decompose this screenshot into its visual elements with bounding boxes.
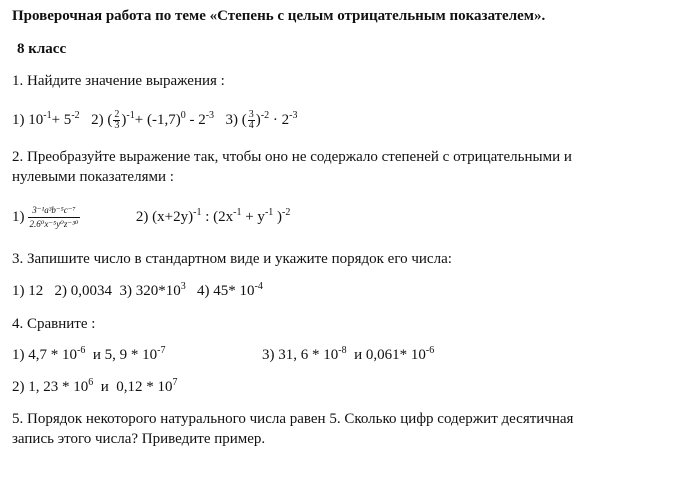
t3-exp2: -4 (254, 281, 263, 292)
task4-row1 (12, 346, 165, 364)
t4-r2-b: и 0,12 * 10 (93, 379, 173, 395)
t1-b-close: ) (121, 111, 127, 128)
task4-heading: 4. Сравните : (12, 316, 96, 332)
task1-expressions (12, 110, 297, 131)
t1-a: 1) 10 (12, 111, 44, 128)
t2-p2-exp4: -2 (282, 207, 291, 218)
t1-b-mid2: - 2 (185, 111, 206, 128)
page-title: Проверочная работа по теме «Степень с целым отрицательным показателем». (12, 8, 546, 24)
t2-p1-fraction (28, 204, 81, 231)
t4-r2-exp2: 7 (172, 377, 178, 388)
task5-line1: 5. Порядок некоторого натурального числа равен 5. Сколько цифр содержит десятичная (12, 411, 574, 427)
t1-c-numerator: 3 (248, 109, 254, 120)
t4-r1-d: и 0,061* 10 (346, 347, 426, 363)
task4-row1-right (262, 346, 434, 364)
t4-r1-exp2: -7 (157, 345, 166, 356)
t4-r1-b: и 5, 9 * 10 (85, 347, 158, 363)
t1-b-fraction (113, 110, 120, 131)
t2-p2-mid2: + y (241, 209, 265, 225)
task2-heading-line2: нулевыми показателями : (12, 169, 174, 185)
t1-a-exp1: -1 (43, 109, 52, 121)
t2-p2-exp3: -1 (264, 207, 274, 218)
t1-a-exp2: -2 (71, 109, 80, 121)
t2-p2-mid: : (2x (201, 209, 234, 225)
task3-heading: 3. Запишите число в стандартном виде и укажите порядок его числа: (12, 251, 452, 267)
t3-exp1: 3 (180, 281, 186, 292)
t1-c-exp1: -2 (260, 109, 270, 121)
t2-p2-exp1: -1 (193, 207, 202, 218)
task1-heading: 1. Найдите значение выражения : (12, 73, 225, 89)
t1-c-denominator: 4 (248, 120, 254, 131)
t2-p2: 2) (x+2y) (135, 209, 194, 225)
task5-line2: запись этого числа? Приведите пример. (12, 431, 266, 447)
grade-label: 8 класс (17, 41, 67, 57)
task2-heading-line1: 2. Преобразуйте выражение так, чтобы оно не содержало степеней с отрицательными и (12, 149, 572, 165)
task2-expressions (12, 200, 290, 234)
t2-p2-close: ) (273, 209, 283, 225)
t1-b-exp3: -3 (205, 109, 215, 121)
t2-p1-numerator: 3⁻¹a³b⁻⁵c⁻⁷ (28, 204, 81, 218)
t4-r1-c: 3) 31, 6 * 10 (262, 347, 339, 363)
t2-p2-exp2: -1 (233, 207, 242, 218)
task3-numbers (12, 282, 263, 300)
t1-c-mid: · 2 (269, 111, 290, 128)
t4-r2-a: 2) 1, 23 * 10 (12, 379, 89, 395)
t1-c: 3) ( (225, 111, 247, 128)
t2-p1-denominator: 2.6⁰x⁻⁵y⁰z⁻³⁰ (29, 219, 79, 230)
t4-r1-exp4: -6 (425, 345, 435, 356)
t4-r1-exp3: -8 (338, 345, 347, 356)
t1-b-exp1: -1 (126, 109, 135, 121)
t2-p1-label: 1) (12, 209, 25, 225)
t1-c-exp2: -3 (289, 109, 298, 121)
t1-c-close: ) (255, 111, 261, 128)
t4-r1-a: 1) 4,7 * 10 (12, 347, 77, 363)
t1-c-fraction (248, 110, 255, 131)
t4-r1-exp1: -6 (77, 345, 86, 356)
t3-part-a: 1) 12 2) 0,0034 3) 320*10 (12, 283, 181, 299)
t1-b-numerator: 2 (114, 109, 120, 120)
t1-b-denominator: 3 (114, 120, 120, 131)
t3-part-b: 4) 45* 10 (185, 283, 255, 299)
t1-b-exp2: 0 (180, 109, 186, 121)
task4-row2 (12, 378, 178, 396)
t1-b-mid: + (-1,7) (134, 111, 181, 128)
t4-r2-exp1: 6 (88, 377, 94, 388)
t1-b: 2) ( (91, 111, 113, 128)
t1-a-mid: + 5 (51, 111, 72, 128)
